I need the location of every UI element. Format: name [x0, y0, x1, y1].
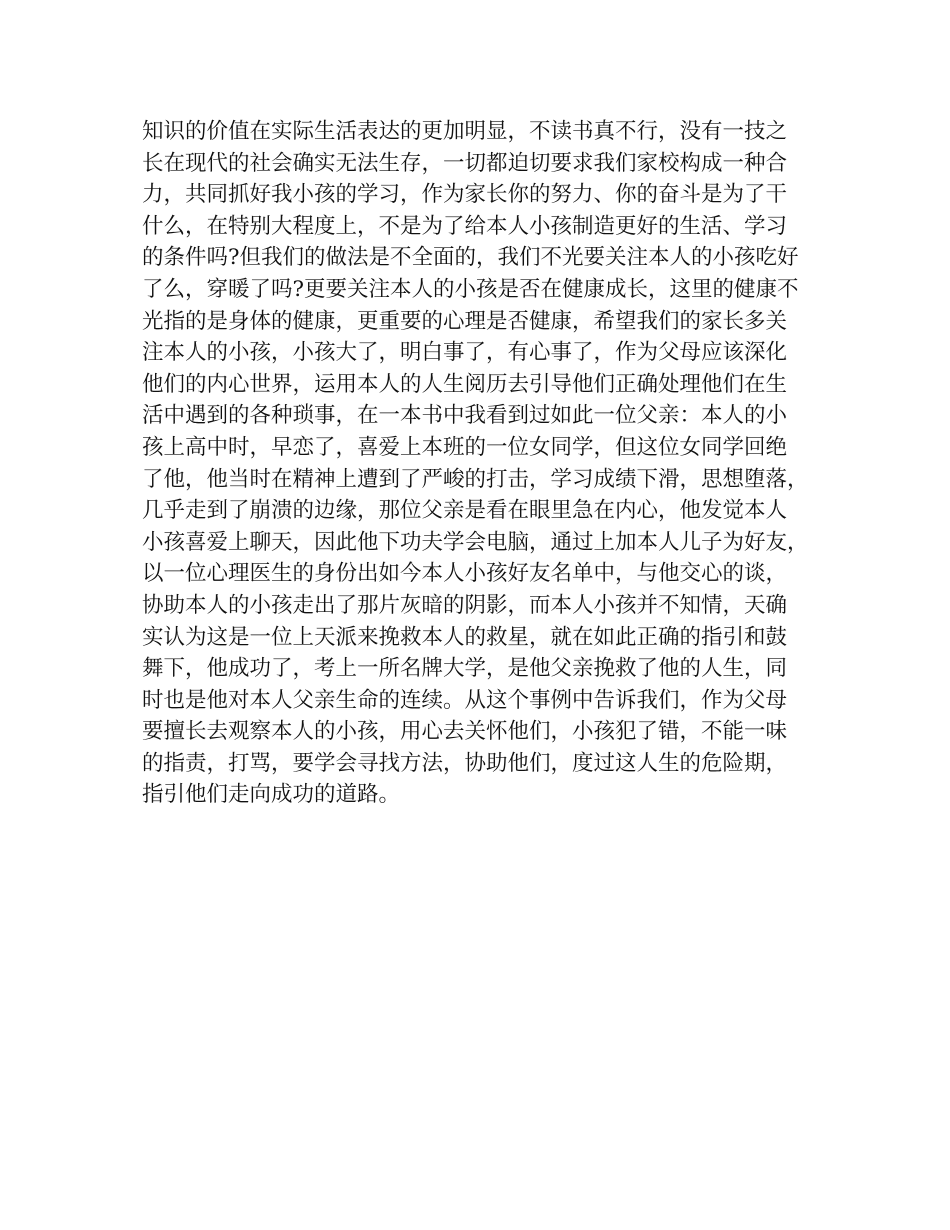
- text-line: 长在现代的社会确实无法生存，一切都迫切要求我们家校构成一种合: [142, 150, 788, 176]
- text-line: 小孩喜爱上聊天，因此他下功夫学会电脑，通过上加本人儿子为好友，: [142, 529, 809, 555]
- body-paragraph: [142, 116, 822, 811]
- text-line: 力，共同抓好我小孩的学习，作为家长你的努力、你的奋斗是为了干: [142, 182, 788, 208]
- text-line: 光指的是身体的健康，更重要的心理是否健康，希望我们的家长多关: [142, 308, 788, 334]
- text-line: 协助本人的小孩走出了那片灰暗的阴影，而本人小孩并不知情，天确: [142, 592, 788, 618]
- text-line: 舞下，他成功了，考上一所名牌大学，是他父亲挽救了他的人生，同: [142, 656, 788, 682]
- text-line: 指引他们走向成功的道路。: [142, 782, 401, 808]
- text-line: 的指责，打骂，要学会寻找方法，协助他们，度过这人生的危险期，: [142, 750, 788, 776]
- text-line: 几乎走到了崩溃的边缘，那位父亲是看在眼里急在内心，他发觉本人: [142, 498, 788, 524]
- text-line: 时也是他对本人父亲生命的连续。从这个事例中告诉我们，作为父母: [142, 687, 788, 713]
- text-line: 知识的价值在实际生活表达的更加明显，不读书真不行，没有一技之: [142, 119, 788, 144]
- text-line: 活中遇到的各种琐事，在一本书中我看到过如此一位父亲：本人的小: [142, 403, 788, 429]
- text-line: 的条件吗?但我们的做法是不全面的，我们不光要关注本人的小孩吃好: [142, 245, 799, 271]
- text-line: 要擅长去观察本人的小孩，用心去关怀他们，小孩犯了错，不能一味: [142, 719, 788, 745]
- text-line: 注本人的小孩，小孩大了，明白事了，有心事了，作为父母应该深化: [142, 340, 788, 366]
- text-line: 他们的内心世界，运用本人的人生阅历去引导他们正确处理他们在生: [142, 371, 788, 397]
- text-line: 了他，他当时在精神上遭到了严峻的打击，学习成绩下滑，思想堕落，: [142, 466, 809, 492]
- text-line: 以一位心理医生的身份出如今本人小孩好友名单中，与他交心的谈，: [142, 561, 788, 587]
- text-line: 什么，在特别大程度上，不是为了给本人小孩制造更好的生活、学习: [142, 213, 788, 239]
- text-line: 孩上高中时，早恋了，喜爱上本班的一位女同学，但这位女同学回绝: [142, 434, 788, 460]
- text-line: 实认为这是一位上天派来挽救本人的救星，就在如此正确的指引和鼓: [142, 624, 788, 650]
- text-line: 了么，穿暖了吗?更要关注本人的小孩是否在健康成长，这里的健康不: [142, 276, 799, 302]
